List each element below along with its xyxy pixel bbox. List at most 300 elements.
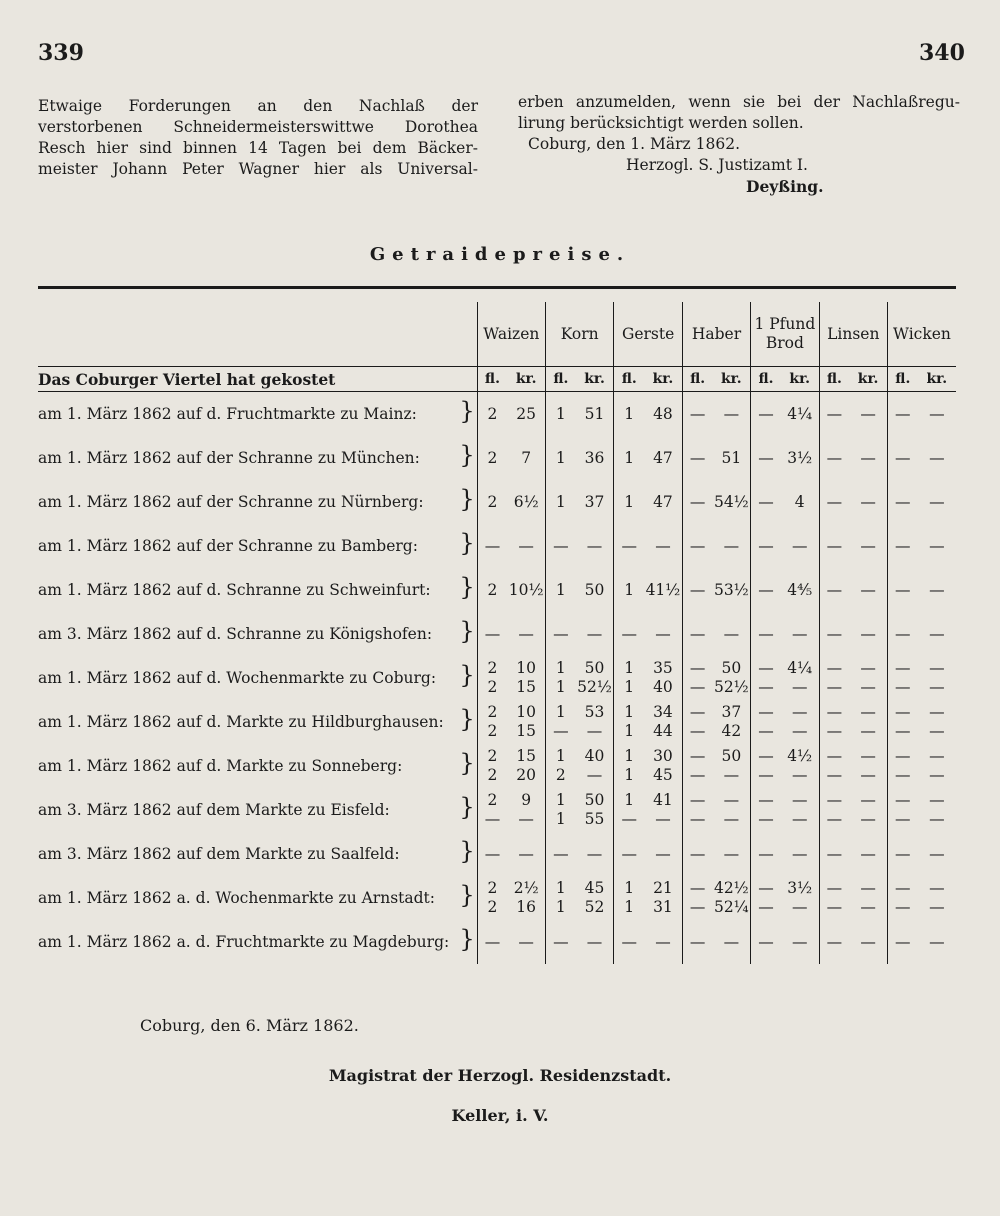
price-kr [918,612,956,656]
price-value: 37 [584,492,605,511]
market-label-text: am 1. März 1862 auf d. Fruchtmarkte zu Mainz: [38,405,417,423]
price-kr [507,920,545,964]
price-value: 2 [487,879,498,897]
price-value: — [929,448,945,467]
price-value: — [929,844,945,863]
price-value: — [826,747,843,765]
price-value: 53 [584,703,605,721]
price-value: 25 [516,404,537,423]
price-fl [682,392,712,437]
price-fl [819,920,849,964]
price-value: — [758,580,774,599]
market-label [38,524,477,568]
price-value: — [484,810,501,828]
table-row [38,480,956,524]
price-value: 15 [516,747,537,765]
price-value: 55 [584,810,605,828]
price-value: — [860,404,876,423]
market-label [38,480,477,524]
price-value: — [826,898,843,916]
unit-fl: fl. [614,367,644,392]
price-kr [712,392,750,437]
price-fl [682,612,712,656]
price-fl [477,832,507,876]
price-fl [682,744,712,788]
brace-glyph: } [459,397,475,425]
price-kr [712,832,750,876]
price-value: 2 [487,659,498,677]
column-header: Linsen [819,302,887,367]
price-fl [614,788,644,832]
price-fl [751,744,781,788]
price-kr [507,832,545,876]
notice-right [518,92,960,197]
price-value: — [621,536,637,555]
column-header: Korn [546,302,614,367]
market-label [38,568,477,612]
price-value: — [860,898,876,916]
price-value: — [758,879,774,897]
market-label [38,612,477,656]
price-value: — [826,448,843,467]
brace-glyph: } [459,529,475,557]
price-fl [819,744,849,788]
price-fl [546,392,576,437]
price-value: — [929,492,945,511]
price-value: — [895,404,911,423]
unit-fl: fl. [546,367,576,392]
price-kr [918,568,956,612]
price-kr [507,876,545,920]
notice-left-line: meister Johann Peter Wagner hier als Universal- [38,160,478,178]
column-header: 1 Pfund Brod [751,302,819,367]
price-value: 52¼ [713,898,749,916]
price-kr [712,788,750,832]
price-value: — [929,932,945,951]
price-value: — [723,624,740,643]
price-value: 4⅘ [787,580,813,599]
price-fl [477,436,507,480]
price-value: 1 [624,703,635,721]
price-fl [751,876,781,920]
section-title: Getraidepreise. [369,244,631,265]
price-value: 50 [721,659,742,677]
price-value: — [791,898,808,916]
price-kr [507,392,545,437]
price-value: — [860,536,876,555]
price-value: — [758,747,774,765]
price-value: 10 [516,659,537,677]
price-value: — [895,810,911,828]
price-fl [819,524,849,568]
price-fl [477,788,507,832]
price-value: — [758,659,774,677]
price-value: 1 [555,879,566,897]
price-kr [507,700,545,744]
price-kr [576,700,614,744]
price-value: — [689,703,706,721]
price-kr [781,788,819,832]
price-fl [887,876,917,920]
price-kr [507,436,545,480]
price-value: 2 [487,766,498,784]
market-label-text: am 1. März 1862 auf d. Markte zu Hildburghausen: [38,713,444,731]
table-subheader-label: Das Coburger Viertel hat gekostet [38,367,477,392]
price-value: 15 [516,678,537,696]
price-value: — [860,624,876,643]
closing-issuer: Magistrat der Herzogl. Residenzstadt. [328,1066,672,1085]
price-fl [887,612,917,656]
price-value: — [860,879,876,897]
price-kr [849,876,887,920]
price-kr [576,744,614,788]
price-value: — [689,810,706,828]
price-kr [849,480,887,524]
price-kr [576,436,614,480]
price-value: — [895,722,911,740]
price-value: — [929,810,945,828]
price-value: — [895,791,911,809]
price-fl [614,524,644,568]
price-value: — [758,844,774,863]
price-kr [781,700,819,744]
unit-fl: fl. [751,367,781,392]
price-value: — [758,448,774,467]
price-kr [918,832,956,876]
price-value: — [723,844,740,863]
price-kr [507,788,545,832]
price-kr [781,656,819,700]
price-kr [576,392,614,437]
market-label-text: am 1. März 1862 auf der Schranne zu Nürnberg: [38,493,424,511]
price-fl [614,612,644,656]
price-value: 2 [555,766,566,784]
price-kr [918,788,956,832]
price-value: 1 [555,492,566,511]
price-value: — [723,766,740,784]
price-value: — [929,624,945,643]
notice-right-signature: Deyßing. [746,177,824,196]
price-value: 2 [487,580,498,599]
price-fl [682,524,712,568]
price-value: — [826,766,843,784]
notice-right-line: lirung berücksichtigt werden sollen. [518,114,804,132]
market-label-text: am 1. März 1862 auf d. Wochenmarkte zu Coburg: [38,669,437,687]
price-fl [477,480,507,524]
price-value: 35 [653,659,673,677]
price-value: — [826,404,843,423]
price-value: — [758,932,774,951]
price-kr [849,392,887,437]
table-row [38,436,956,480]
brace-glyph: } [459,837,475,865]
price-value: — [826,492,843,511]
notice-right-line: erben anzumelden, wenn sie bei der Nachlaßregu- [518,93,960,111]
price-fl [751,524,781,568]
price-value: — [826,722,843,740]
price-value: — [860,791,876,809]
price-value: 40 [653,678,673,696]
price-value: 52 [584,898,605,916]
price-value: — [826,932,843,951]
price-fl [887,788,917,832]
price-value: 1 [624,678,635,696]
price-fl [682,700,712,744]
price-fl [682,480,712,524]
price-value: — [895,703,911,721]
price-value: — [655,536,671,555]
price-value: — [791,722,808,740]
price-kr [781,832,819,876]
price-value: 47 [653,448,673,467]
market-label [38,788,477,832]
price-value: — [895,580,911,599]
price-value: — [929,879,945,897]
price-value: — [586,536,603,555]
price-fl [614,876,644,920]
price-value: 1 [555,703,566,721]
market-label [38,832,477,876]
price-value: 2 [487,448,498,467]
price-value: — [758,404,774,423]
price-fl [887,700,917,744]
price-value: 2 [487,722,498,740]
price-value: 4¼ [787,659,813,677]
notice-right-date: Coburg, den 1. März 1862. [528,135,740,153]
table-row [38,700,956,744]
price-value: 1 [555,448,566,467]
brace-glyph: } [459,617,475,645]
price-fl [887,480,917,524]
price-value: — [689,536,706,555]
price-kr [918,876,956,920]
table-subheader-row [38,367,956,392]
price-fl [887,832,917,876]
table-row [38,876,956,920]
price-value: 1 [624,898,635,916]
price-value: — [860,678,876,696]
price-value: — [586,624,603,643]
price-value: 9 [521,791,532,809]
price-kr [781,744,819,788]
unit-kr: kr. [781,367,819,392]
price-value: 1 [624,492,635,511]
price-value: 42 [721,722,742,740]
price-value: 1 [555,791,566,809]
price-value: — [689,791,706,809]
price-kr [644,524,682,568]
price-kr [644,744,682,788]
price-value: — [655,844,671,863]
price-fl [751,480,781,524]
price-fl [546,524,576,568]
price-kr [918,392,956,437]
price-value: — [723,404,740,423]
price-value: 2 [487,791,498,809]
price-kr [576,832,614,876]
price-kr [781,524,819,568]
price-value: — [758,536,774,555]
price-value: — [758,898,774,916]
brace-glyph: } [459,441,475,469]
price-value: — [895,898,911,916]
price-fl [751,612,781,656]
price-value: — [860,932,876,951]
price-value: — [553,932,569,951]
price-fl [477,876,507,920]
price-kr [918,700,956,744]
price-fl [682,832,712,876]
price-fl [751,700,781,744]
price-kr [507,524,545,568]
table-row [38,656,956,700]
price-value: — [553,722,569,740]
price-value: — [860,722,876,740]
price-value: — [758,492,774,511]
price-value: — [860,810,876,828]
price-kr [644,700,682,744]
price-value: 2 [487,678,498,696]
price-value: — [586,722,603,740]
price-kr [576,568,614,612]
price-value: 3½ [787,448,813,467]
table-header-blank [38,302,477,367]
price-value: — [929,536,945,555]
market-label-text: am 1. März 1862 auf der Schranne zu München: [38,449,420,467]
price-kr [644,480,682,524]
price-kr [712,568,750,612]
price-value: — [791,703,808,721]
market-label-text: am 3. März 1862 auf dem Markte zu Eisfeld: [38,801,390,819]
price-value: — [621,932,637,951]
price-kr [644,568,682,612]
price-value: 50 [584,791,605,809]
price-value: 2 [487,898,498,916]
price-value: — [826,678,843,696]
unit-kr: kr. [918,367,956,392]
price-kr [918,656,956,700]
price-value: 34 [653,703,673,721]
price-value: 2 [487,747,498,765]
column-header: Wicken [887,302,956,367]
price-value: — [895,678,911,696]
price-kr [849,656,887,700]
market-label-text: am 1. März 1862 a. d. Fruchtmarkte zu Magdeburg: [38,933,450,951]
price-kr [576,656,614,700]
price-value: — [518,844,534,863]
price-fl [546,436,576,480]
price-value: 36 [584,448,605,467]
price-fl [477,656,507,700]
price-fl [751,920,781,964]
price-fl [751,788,781,832]
price-value: — [689,898,706,916]
market-label [38,656,477,700]
price-fl [887,568,917,612]
price-value: 42½ [713,879,749,897]
price-fl [819,876,849,920]
price-fl [546,612,576,656]
price-value: 50 [584,659,605,677]
price-value: — [758,624,774,643]
price-kr [849,788,887,832]
market-label-text: am 1. März 1862 auf d. Schranne zu Schweinfurt: [38,581,431,599]
price-value: 4¼ [787,404,813,423]
price-value: — [689,580,706,599]
price-value: — [689,766,706,784]
price-value: 54½ [713,492,749,511]
notice-left-line: verstorbenen Schneidermeisterswittwe Dorothea [38,118,478,136]
price-fl [682,920,712,964]
price-value: — [826,810,843,828]
price-value: — [895,492,911,511]
price-value: — [860,703,876,721]
price-value: 1 [555,404,566,423]
unit-fl: fl. [819,367,849,392]
price-kr [712,436,750,480]
price-fl [751,436,781,480]
price-value: — [791,766,808,784]
price-value: — [553,536,569,555]
price-value: — [689,448,706,467]
price-kr [507,744,545,788]
price-value: — [826,791,843,809]
price-value: 1 [555,747,566,765]
price-kr [849,744,887,788]
price-fl [614,480,644,524]
price-value: — [586,766,603,784]
section-rule [38,286,956,289]
price-value: — [929,722,945,740]
price-fl [819,392,849,437]
price-value: — [929,703,945,721]
price-value: — [655,624,671,643]
price-fl [614,392,644,437]
price-kr [849,700,887,744]
price-value: 1 [624,747,635,765]
price-fl [614,744,644,788]
price-kr [576,524,614,568]
price-value: — [826,879,843,897]
price-value: 51 [584,404,605,423]
price-kr [576,612,614,656]
market-label-text: am 1. März 1862 auf der Schranne zu Bamberg: [38,537,418,555]
price-value: — [895,879,911,897]
price-value: 21 [653,879,673,897]
price-value: 20 [516,766,537,784]
price-value: 6½ [513,492,539,511]
price-fl [546,920,576,964]
price-value: — [621,844,637,863]
price-value: 52½ [577,678,612,696]
price-value: — [689,932,706,951]
market-label [38,920,477,964]
price-value: — [791,810,808,828]
brace-glyph: } [459,925,475,953]
price-kr [712,480,750,524]
price-fl [751,568,781,612]
price-fl [614,832,644,876]
table-row [38,832,956,876]
unit-kr: kr. [576,367,614,392]
table-row [38,524,956,568]
price-value: — [586,932,603,951]
notice-left-line: Etwaige Forderungen an den Nachlaß der [38,97,478,115]
price-fl [477,524,507,568]
price-kr [644,788,682,832]
price-value: 1 [624,659,635,677]
price-value: — [655,810,671,828]
